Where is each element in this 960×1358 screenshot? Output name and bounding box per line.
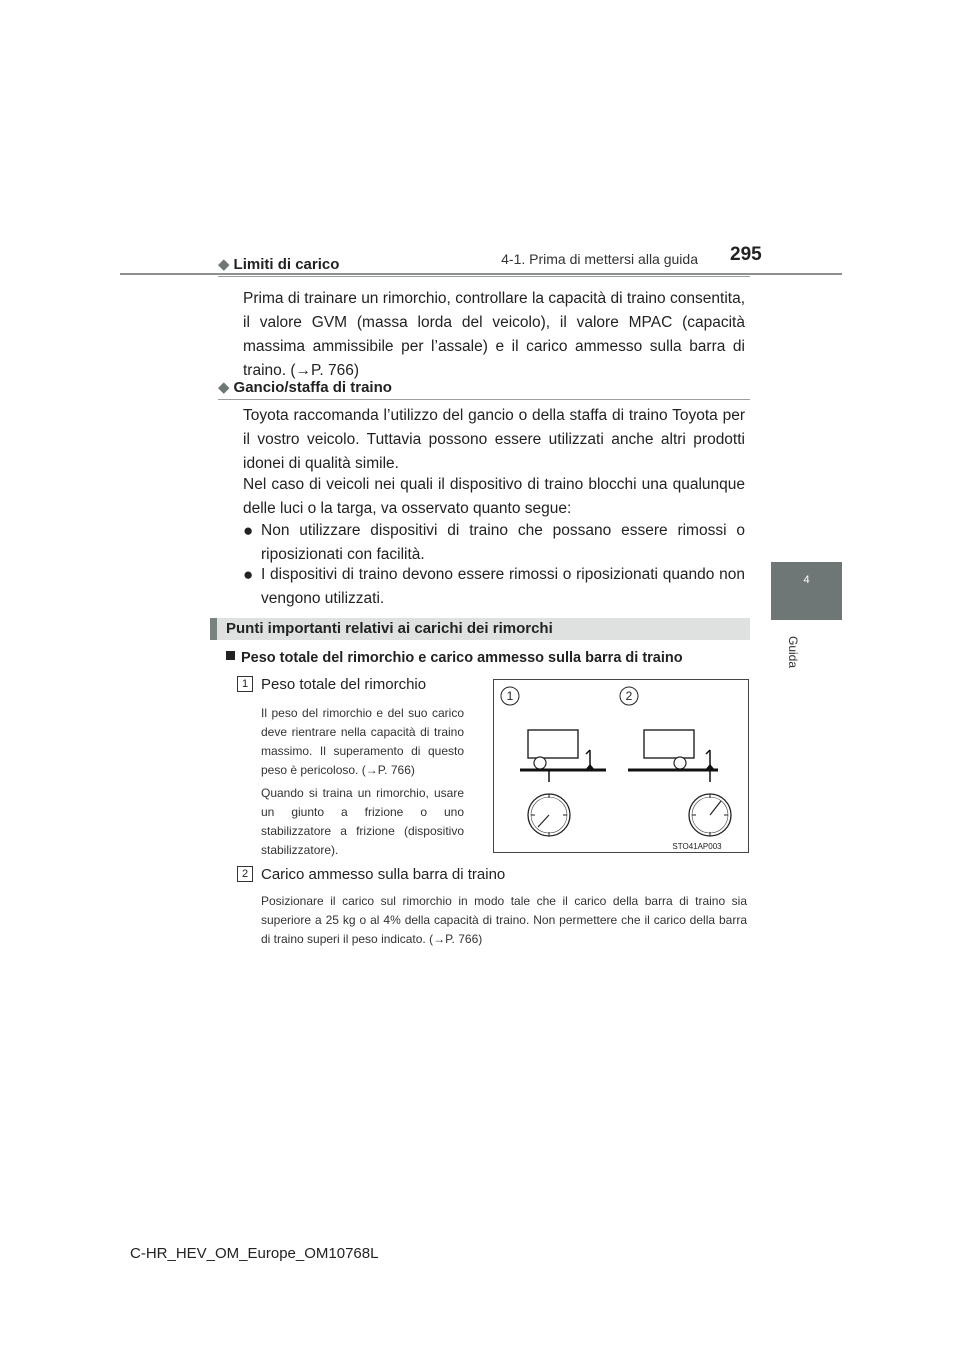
item1-text-2: Quando si traina un rimorchio, usare un giunto a frizione o uno stabilizzatore a frizione (dispositivo stabilizzatore). [261,786,464,857]
hitch-heading-rule [218,399,750,400]
item-number-1: 1 [237,676,253,692]
figure-label-2: 2 [625,689,633,703]
item-number-2: 2 [237,866,253,882]
figure-code: STO41AP003 [672,842,722,851]
hitch-text-1: Toyota raccomanda l’utilizzo del gancio o della staffa di traino Toyota per il vostro veicolo. Tuttavia possono essere utilizzati anche altri prodotti idonei di qualità simile. [243,407,745,472]
bullet-item: ● Non utilizzare dispositivi di traino che possano essere rimossi o riposizionati con facilità. [243,521,745,563]
hitch-heading: ◆ Gancio/staffa di traino [218,379,392,396]
diamond-icon: ◆ [218,379,230,396]
square-bullet-icon [226,651,235,660]
document-code: C-HR_HEV_OM_Europe_OM10768L [130,1245,379,1262]
section-bar [210,618,750,640]
item1-title: Peso totale del rimorchio [261,676,427,693]
chapter-number: 4 [803,574,810,586]
chapter-label: Guida [786,636,800,669]
trailer-scale-illustration [494,680,748,852]
weights-heading: Peso totale del rimorchio e carico ammesso sulla barra di traino [226,650,683,666]
item1-text-1: Il peso del rimorchio e del suo carico deve rientrare nella capacità di traino massimo. Il superamento di questo peso è pericoloso. (→P. 766) [261,706,464,777]
hitch-text-2: Nel caso di veicoli nei quali il dispositivo di traino blocchi una qualunque delle luci o la targa, va osservato quanto segue: [243,476,745,517]
figure-label-1: 1 [506,689,514,703]
section-bar-title: Punti importanti relativi ai carichi dei rimorchi [226,620,553,637]
diamond-icon: ◆ [218,256,230,273]
item2-title: Carico ammesso sulla barra di traino [261,866,506,883]
load-scale-figure [493,679,749,853]
item2-text: Posizionare il carico sul rimorchio in modo tale che il carico della barra di traino sia superiore a 25 kg o al 4% della capacità di traino. Non permettere che il carico della barra di traino superi il peso indicato. (→P. 766) [261,894,747,946]
limits-text: Prima di trainare un rimorchio, controllare la capacità di traino consentita, il valore GVM (massa lorda del veicolo), il valore MPAC (capacità massima ammissibile per l’assale) e il carico ammesso sulla barra di traino. (→P. 766) [243,290,745,379]
bullet-icon: ● [243,521,254,540]
chapter-tab [771,562,842,620]
limits-heading: ◆ Limiti di carico [218,256,340,273]
page-number: 295 [730,244,762,265]
bullet-item: ● I dispositivi di traino devono essere rimossi o riposizionati quando non vengono utilizzati. [243,565,745,607]
bullet-icon: ● [243,565,254,584]
header-rule [120,273,842,275]
limits-heading-rule [218,276,750,277]
running-header-section: 4-1. Prima di mettersi alla guida [501,251,698,267]
